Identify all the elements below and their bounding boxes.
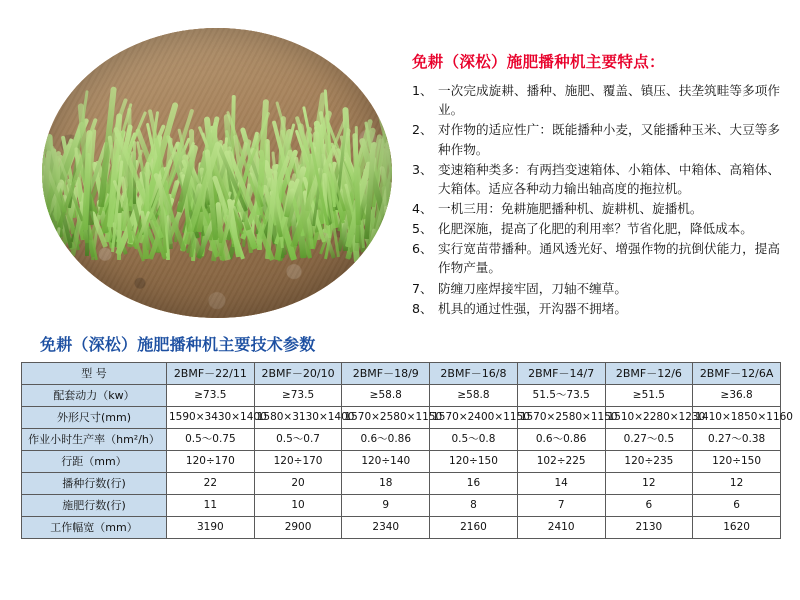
table-cell: 12 (605, 473, 693, 495)
table-cell: 120÷140 (342, 451, 430, 473)
table-row (22, 495, 781, 517)
table-cell: 10 (254, 495, 342, 517)
feature-text: 实行宽苗带播种。通风透光好、增强作物的抗倒伏能力，提高作物产量。 (438, 241, 780, 276)
table-cell: 2900 (254, 517, 342, 539)
feature-item (412, 81, 780, 119)
feature-item (412, 279, 780, 298)
table-cell: 120÷170 (167, 451, 255, 473)
table-cell: 102÷225 (517, 451, 605, 473)
table-cell: 1570×2580×1150 (342, 407, 430, 429)
field-seedlings-photo (42, 28, 392, 318)
table-cell: 120÷235 (605, 451, 693, 473)
feature-number: 2、 (412, 122, 433, 138)
feature-text: 一次完成旋耕、播种、施肥、覆盖、镇压、扶垄筑畦等多项作业。 (438, 83, 780, 118)
table-cell: 1570×2580×1150 (517, 407, 605, 429)
feature-item (412, 199, 780, 218)
table-cell: 18 (342, 473, 430, 495)
table-cell: 0.5～0.75 (167, 429, 255, 451)
table-header-model: 2BMF－12/6A (693, 363, 781, 385)
feature-text: 机具的通过性强，开沟器不拥堵。 (438, 300, 627, 316)
table-header-model: 2BMF－12/6 (605, 363, 693, 385)
table-cell: 0.27～0.38 (693, 429, 781, 451)
table-cell: 0.5～0.7 (254, 429, 342, 451)
table-cell: 120÷150 (693, 451, 781, 473)
feature-number: 3、 (412, 161, 433, 177)
table-cell: 51.5～73.5 (517, 385, 605, 407)
feature-number: 6、 (412, 241, 433, 257)
feature-number: 1、 (412, 83, 433, 99)
feature-number: 8、 (412, 300, 433, 316)
table-header-model: 2BMF－20/10 (254, 363, 342, 385)
table-cell: 22 (167, 473, 255, 495)
table-cell: 0.6～0.86 (342, 429, 430, 451)
table-header-model: 2BMF－16/8 (430, 363, 518, 385)
table-cell: 9 (342, 495, 430, 517)
table-cell: 1410×1850×1160 (693, 407, 781, 429)
table-row (22, 429, 781, 451)
table-cell: 1510×2280×1230 (605, 407, 693, 429)
feature-text: 对作物的适应性广：既能播种小麦，又能播种玉米、大豆等多种作物。 (438, 122, 780, 157)
table-cell: ≥73.5 (167, 385, 255, 407)
spec-table-title: 免耕（深松）施肥播种机主要技术参数 (40, 335, 316, 354)
seedling-rows (42, 80, 392, 272)
features-title: 免耕（深松）施肥播种机主要特点： (412, 53, 665, 71)
table-header-model: 2BMF－14/7 (517, 363, 605, 385)
table-cell: ≥36.8 (693, 385, 781, 407)
table-header-param: 型 号 (22, 363, 167, 385)
table-row-label: 施肥行数(行) (22, 495, 167, 517)
table-row (22, 517, 781, 539)
table-cell: 8 (430, 495, 518, 517)
features-list (412, 81, 780, 318)
table-cell: 0.5～0.8 (430, 429, 518, 451)
table-cell: 0.27～0.5 (605, 429, 693, 451)
photo-image (42, 28, 392, 318)
table-cell: 2410 (517, 517, 605, 539)
table-header-model: 2BMF－22/11 (167, 363, 255, 385)
feature-item (412, 160, 780, 198)
spec-table-body (22, 385, 793, 539)
feature-item (412, 219, 780, 238)
spec-table-area (21, 362, 793, 539)
feature-number: 5、 (412, 221, 433, 237)
spec-table-head (22, 363, 781, 385)
spec-table (21, 362, 793, 539)
feature-text: 一机三用：免耕施肥播种机、旋耕机、旋播机。 (438, 200, 703, 216)
table-cell: 7 (517, 495, 605, 517)
table-row-label: 播种行数(行) (22, 473, 167, 495)
table-cell: 120÷170 (254, 451, 342, 473)
table-row (22, 385, 781, 407)
table-cell: ≥51.5 (605, 385, 693, 407)
table-cell: ≥58.8 (342, 385, 430, 407)
table-row-label: 外形尺寸(mm) (22, 407, 167, 429)
table-row-label: 配套动力（kw） (22, 385, 167, 407)
table-cell: 1570×2400×1150 (430, 407, 518, 429)
table-cell: 2130 (605, 517, 693, 539)
table-cell: 2340 (342, 517, 430, 539)
table-cell: 16 (430, 473, 518, 495)
table-cell: 2160 (430, 517, 518, 539)
table-cell: 1580×3130×1400 (254, 407, 342, 429)
table-row-label: 行距（mm） (22, 451, 167, 473)
feature-item (412, 120, 780, 158)
table-row (22, 451, 781, 473)
table-cell: 20 (254, 473, 342, 495)
table-row (22, 473, 781, 495)
table-cell: 120÷150 (430, 451, 518, 473)
features-block (412, 52, 780, 319)
table-row-label: 工作幅宽（mm） (22, 517, 167, 539)
table-cell: 12 (693, 473, 781, 495)
feature-text: 变速箱种类多：有两挡变速箱体、小箱体、中箱体、高箱体、大箱体。适应各种动力输出轴高度的拖拉机。 (438, 161, 780, 196)
table-cell: 11 (167, 495, 255, 517)
table-cell: 0.6～0.86 (517, 429, 605, 451)
table-cell: 14 (517, 473, 605, 495)
feature-number: 7、 (412, 280, 433, 296)
table-row-label: 作业小时生产率（hm²/h） (22, 429, 167, 451)
table-cell: ≥73.5 (254, 385, 342, 407)
table-cell: 1620 (693, 517, 781, 539)
table-cell: 6 (605, 495, 693, 517)
table-cell: 1590×3430×1400 (167, 407, 255, 429)
table-cell: 6 (693, 495, 781, 517)
feature-number: 4、 (412, 200, 433, 216)
table-header-row (22, 363, 781, 385)
table-cell: 3190 (167, 517, 255, 539)
table-cell: ≥58.8 (430, 385, 518, 407)
table-header-model: 2BMF－18/9 (342, 363, 430, 385)
feature-text: 防缠刀座焊接牢固，刀轴不缠草。 (438, 280, 627, 296)
feature-item (412, 299, 780, 318)
table-row (22, 407, 781, 429)
feature-item (412, 239, 780, 277)
feature-text: 化肥深施，提高了化肥的利用率？节省化肥，降低成本。 (438, 221, 753, 237)
